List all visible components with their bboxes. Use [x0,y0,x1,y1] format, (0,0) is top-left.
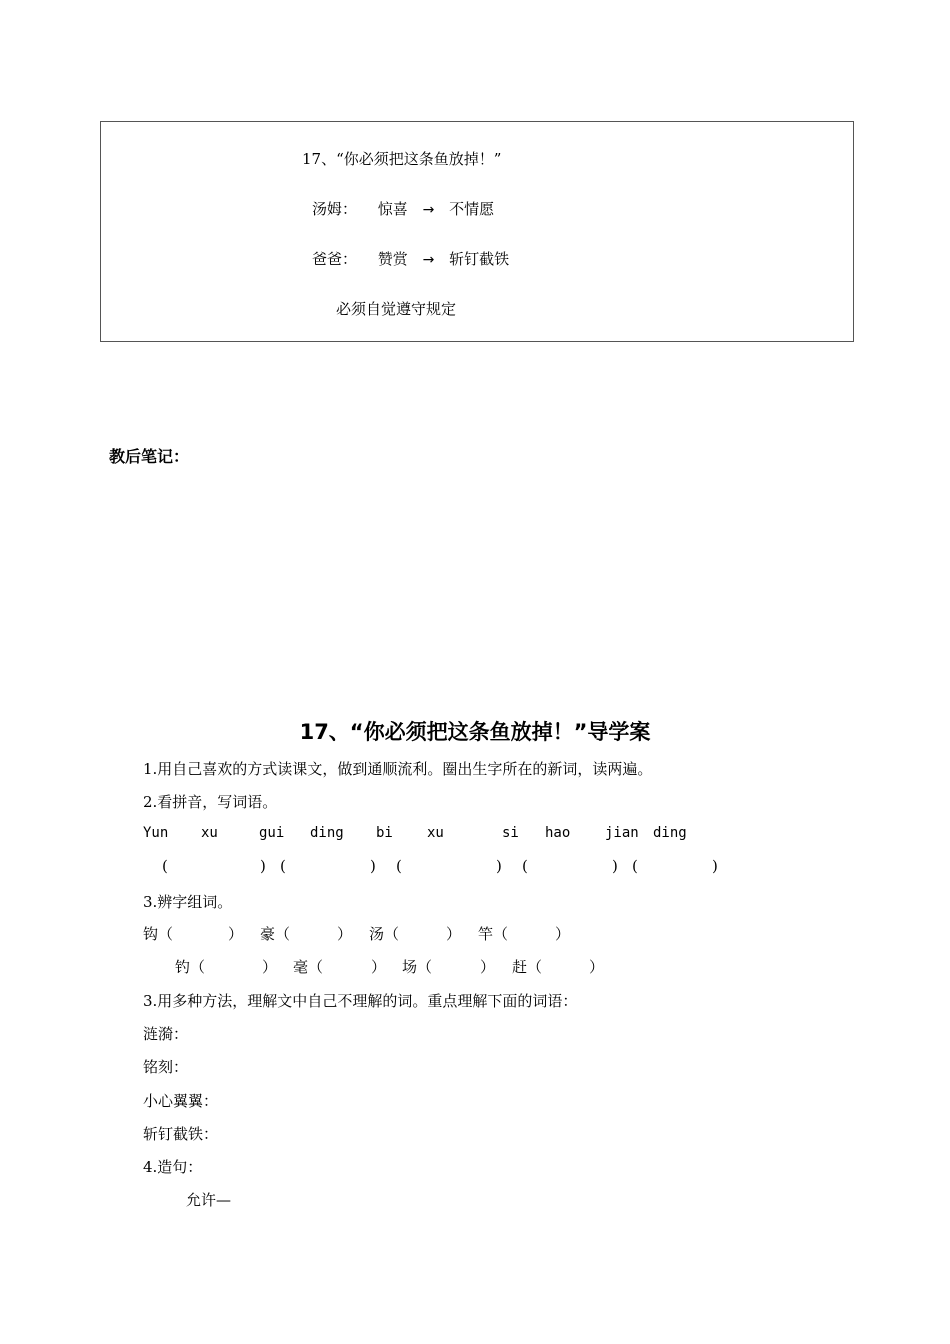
pinyin-syllable: jian [605,825,639,841]
pinyin-syllable: gui [259,825,285,841]
pinyin-syllable: xu [201,825,218,841]
char-pair-open: 豪（ [260,925,291,943]
dad-from: 赞赏 [377,250,408,268]
char-pair-close: ） [228,925,244,943]
vocab-word: 斩钉截铁： [143,1125,219,1143]
question-2: 2.看拼音，写词语。 [143,793,278,811]
char-pair-open: 钓（ [175,958,206,976]
question-3a: 3.辨字组词。 [143,893,233,911]
question-3b: 3.用多种方法，理解文中自己不理解的词。重点理解下面的词语： [143,992,578,1010]
pinyin-syllable: ding [653,825,687,841]
dad-label: 爸爸： [312,250,358,268]
question-1: 1.用自己喜欢的方式读课文，做到通顺流利。圈出生字所在的新词，读两遍。 [143,760,653,778]
board-conclusion: 必须自觉遵守规定 [336,300,457,318]
answer-blank-open: ( [396,857,402,875]
pinyin-syllable: Yun [143,825,169,841]
answer-blank-close: ) [712,857,718,875]
answer-blank-close: ) [612,857,618,875]
notes-heading: 教后笔记： [109,447,190,466]
char-pair-close: ） [262,958,278,976]
answer-blank-close: ) [496,857,502,875]
char-pair-close: ） [337,925,353,943]
dad-to: 斩钉截铁 [449,250,510,268]
answer-blank-open: ( [162,857,168,875]
arrow-icon: → [422,252,435,268]
guide-title: 17、“你必须把这条鱼放掉！”导学案 [299,720,651,744]
vocab-word: 涟漪： [143,1025,189,1043]
answer-blank-open: ( [632,857,638,875]
char-pair-open: 钩（ [143,925,174,943]
char-pair-open: 竿（ [478,925,509,943]
tom-label: 汤姆： [312,200,358,218]
answer-blank-close: ) [260,857,266,875]
sentence-word: 允许— [186,1191,232,1209]
tom-to: 不情愿 [449,200,495,218]
char-pair-open: 毫（ [293,958,324,976]
pinyin-syllable: hao [545,825,571,841]
board-title: 17、“你必须把这条鱼放掉！” [302,150,502,168]
question-4: 4.造句： [143,1158,203,1176]
pinyin-syllable: si [502,825,519,841]
vocab-word: 铭刻： [143,1058,189,1076]
char-pair-close: ） [589,958,605,976]
pinyin-syllable: xu [427,825,444,841]
answer-blank-close: ) [370,857,376,875]
arrow-icon: → [422,202,435,218]
board-line-tom [312,198,494,219]
char-pair-close: ） [371,958,387,976]
char-pair-close: ） [555,925,571,943]
vocab-word: 小心翼翼： [143,1092,219,1110]
pinyin-syllable: ding [310,825,344,841]
char-pair-open: 汤（ [369,925,400,943]
char-pair-close: ） [446,925,462,943]
char-pair-open: 赶（ [512,958,543,976]
char-pair-close: ） [480,958,496,976]
board-line-dad [312,248,509,269]
tom-from: 惊喜 [377,200,408,218]
answer-blank-open: ( [280,857,286,875]
pinyin-syllable: bi [376,825,393,841]
answer-blank-open: ( [522,857,528,875]
char-pair-open: 场（ [402,958,433,976]
